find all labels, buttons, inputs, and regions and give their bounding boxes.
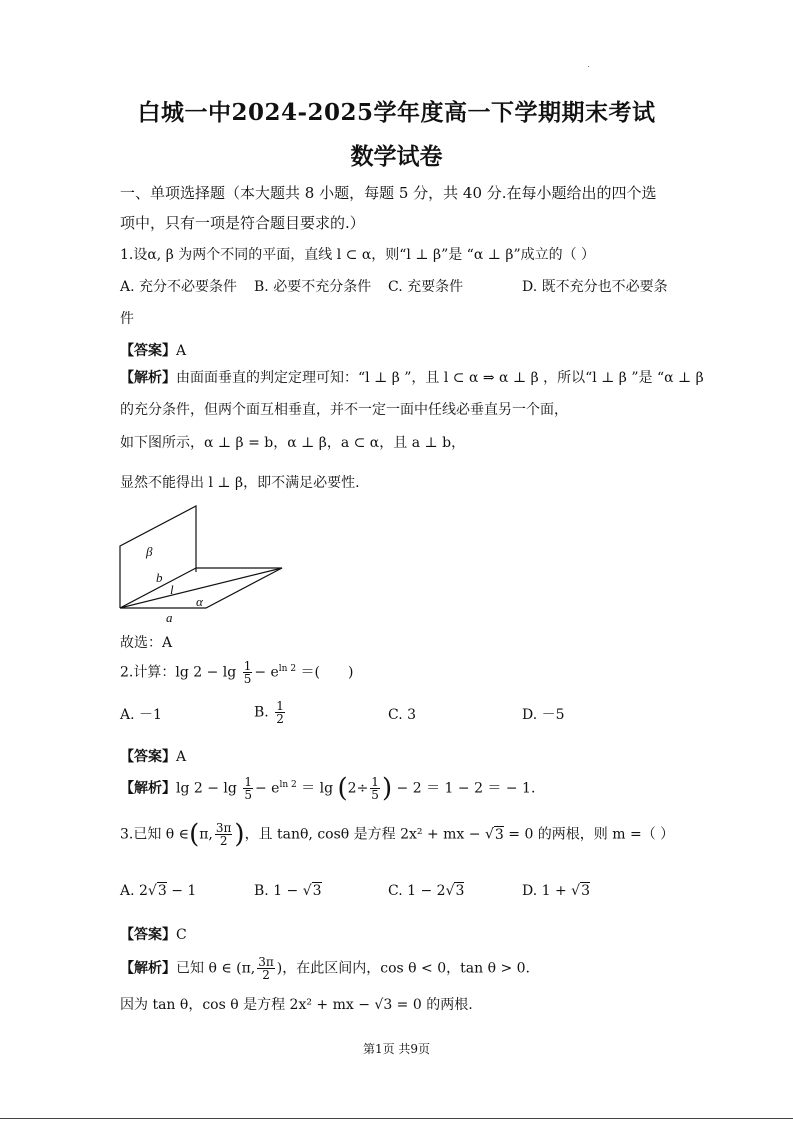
fraction-one-half: $\frac{1}{2}$ <box>276 699 284 726</box>
q2-option-b: B. $\frac{1}{2}$ <box>254 699 284 726</box>
q3-option-c: C. 1 − 2√3 <box>388 883 465 899</box>
q3-option-a: A. 2√3 − 1 <box>120 883 197 899</box>
label-b: b <box>156 570 163 585</box>
q3-analysis-line2: 因为 tan θ，cos θ 是方程 2x² + mx − √3 = 0 的两根. <box>120 997 473 1013</box>
fraction-3pi-over-2: $\frac{3\pi}{2}$ <box>215 821 232 848</box>
q1-stem: 1.设α, β 为两个不同的平面，直线 l ⊂ α，则“l ⊥ β”是 “α ⊥ β”成立的（ ） <box>120 247 596 263</box>
q1-option-c: C. 充要条件 <box>388 279 464 295</box>
q2-option-a: A. －1 <box>120 707 162 723</box>
section-heading-line2: 项中，只有一项是符合题目要求的.） <box>120 214 365 232</box>
plane-diagram <box>110 500 300 630</box>
plane-beta-outline <box>120 506 196 608</box>
q3-answer: 【答案】C <box>120 927 187 943</box>
q1-option-d-cont: 件 <box>120 311 134 327</box>
label-a: a <box>166 610 173 625</box>
stray-dot <box>588 66 589 67</box>
bottom-rule <box>0 1118 793 1119</box>
analysis-label: 【解析】 <box>120 370 176 386</box>
answer-label: 【答案】 <box>120 343 176 359</box>
analysis-text: 由面面垂直的判定定理可知：“l ⊥ β ”，且 l ⊂ α ⇒ α ⊥ β ，所以“l ⊥ β ”是 “α ⊥ β <box>176 370 704 386</box>
q1-option-b: B. 必要不充分条件 <box>254 279 372 295</box>
q3-stem: 3.已知 θ ∈(π, $\frac{3\pi}{2}$ )，且 tanθ, cosθ 是方程 2x² + mx − √3 = 0 的两根，则 m =（ ） <box>120 819 675 850</box>
label-l: l <box>170 582 174 597</box>
q3-option-d: D. 1 + √3 <box>522 883 591 899</box>
q1-analysis-line4: 显然不能得出 l ⊥ β，即不满足必要性. <box>120 475 360 491</box>
label-beta: β <box>146 544 153 559</box>
q2-stem: 2.计算：lg 2 − lg $\frac{1}{5}$ − $e^{ln 2}$ ＝( ) <box>120 659 354 687</box>
answer-value: A <box>176 343 187 359</box>
q1-answer <box>120 342 186 360</box>
q1-choose: 故选：A <box>120 635 173 651</box>
q1-option-d: D. 既不充分也不必要条 <box>522 279 668 295</box>
q3-analysis-line1: 【解析】已知 θ ∈ (π, $\frac{3\pi}{2}$ )，在此区间内，cos θ < 0，tan θ > 0. <box>120 955 530 982</box>
exam-subtitle: 数学试卷 <box>350 143 443 170</box>
fraction-one-fifth: $\frac{1}{5}$ <box>243 659 252 687</box>
q3-option-b: B. 1 − √3 <box>254 883 322 899</box>
q2-analysis: 【解析】lg 2 − lg $\frac{1}{5}$ − $e^{ln 2} = \lg (2\div$ $\frac{1}{5}$ ) − 2 ＝ 1 − 2 ＝ − 1. <box>120 773 536 804</box>
section-heading-line1: 一、单项选择题（本大题共 8 小题，每题 5 分，共 40 分.在每小题给出的四个选 <box>120 184 657 202</box>
page-footer: 第1页 共9页 <box>362 1042 431 1056</box>
q1-option-a: A. 充分不必要条件 <box>120 279 238 295</box>
q1-analysis-line2: 的充分条件，但两个面互相垂直，并不一定一面中任线必垂直另一个面， <box>120 402 568 418</box>
q2-option-d: D. －5 <box>522 707 565 723</box>
q1-analysis-line1 <box>120 369 704 387</box>
q2-option-c: C. 3 <box>388 707 417 723</box>
exam-title: 白城一中2024-2025学年度高一下学期期末考试 <box>137 99 656 126</box>
q1-analysis-line3: 如下图所示，α ⊥ β = b，α ⊥ β，a ⊂ α，且 a ⊥ b， <box>120 435 466 451</box>
q2-answer: 【答案】A <box>120 749 187 765</box>
label-alpha: α <box>196 594 203 609</box>
